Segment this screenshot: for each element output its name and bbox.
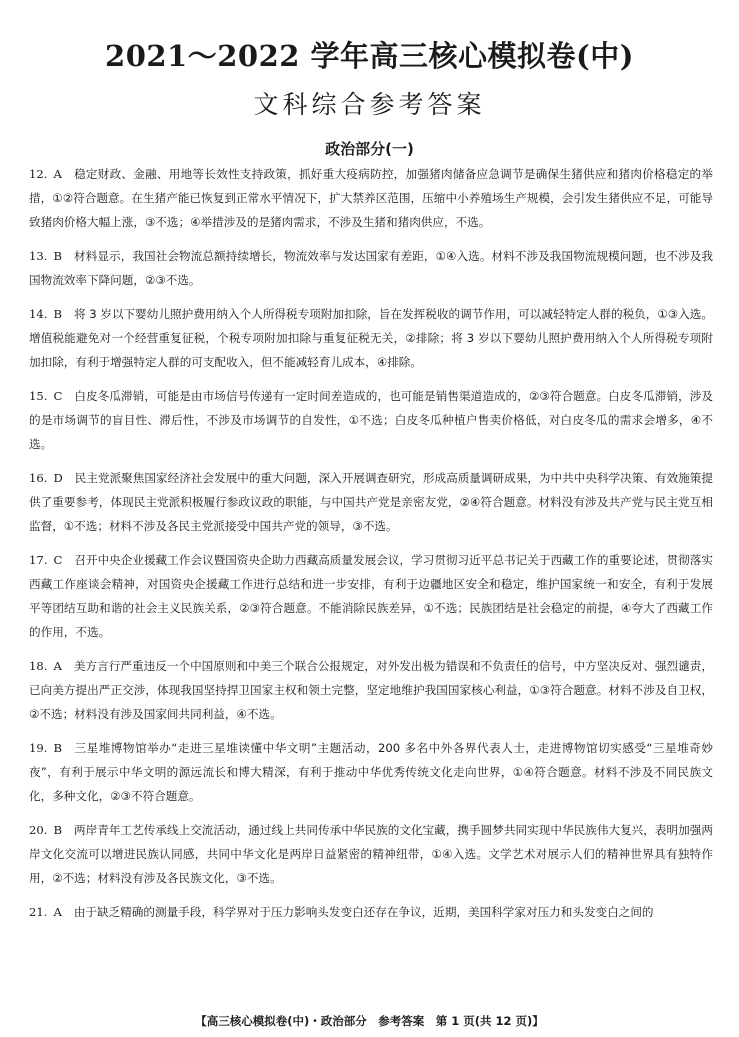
page-footer: 【高三核心模拟卷(中)・政治部分 参考答案 第 1 页(共 12 页)】 bbox=[195, 1014, 544, 1028]
question-number: 13. bbox=[29, 249, 48, 263]
answer-explanation: 材料显示，我国社会物流总额持续增长，物流效率与发达国家有差距，①④入选。材料不涉及我国物流规模问题，也不涉及我国物流效率下降问题，②③不选。 bbox=[29, 249, 713, 287]
answer-explanation: 由于缺乏精确的测量手段，科学界对于压力影响头发变白还存在争议，近期，美国科学家对压力和头发变白之间的 bbox=[73, 905, 654, 919]
answer-key: B bbox=[53, 823, 62, 837]
answer-explanation: 两岸青年工艺传承线上交流活动，通过线上共同传承中华民族的文化宝藏，携手圆梦共同实现中华民族伟大复兴，表明加强两岸文化交流可以增进民族认同感，共同中华文化是两岸日益紧密的精神纽带，①④入选。文学艺术对展示人们的精神世界具有独特作用，②不选；材料没有涉及各民族文化，③不选。 bbox=[29, 823, 713, 885]
page-title: 2021～2022 学年高三核心模拟卷(中) bbox=[105, 39, 634, 73]
answer-key: B bbox=[53, 307, 62, 321]
answer-item-19 bbox=[29, 736, 713, 808]
answer-item-18 bbox=[29, 654, 713, 726]
answer-explanation: 美方言行严重违反一个中国原则和中美三个联合公报规定，对外发出极为错误和不负责任的信号，中方坚决反对、强烈谴责，已向美方提出严正交涉，体现我国坚持捍卫国家主权和领土完整，坚定地维护我国国家核心利益，①③符合题意。材料不涉及自卫权，②不选；材料没有涉及国家间共同利益，④不选。 bbox=[29, 659, 713, 721]
question-number: 20. bbox=[29, 823, 48, 837]
question-number: 14. bbox=[29, 307, 48, 321]
answer-explanation: 将 3 岁以下婴幼儿照护费用纳入个人所得税专项附加扣除，旨在发挥税收的调节作用，可以减轻特定人群的税负，①③入选。增值税能避免对一个经营重复征税，个税专项附加扣除与重复征税无关，②排除；将 3 岁以下婴幼儿照护费用纳入个人所得税专项附加扣除，有利于增强特定人群的可支配收入，但不能减轻育儿成本，④排除。 bbox=[29, 307, 713, 369]
page-subtitle: 文科综合参考答案 bbox=[253, 90, 486, 119]
answer-explanation: 稳定财政、金融、用地等长效性支持政策，抓好重大疫病防控，加强猪肉储备应急调节是确保生猪供应和猪肉价格稳定的举措，①②符合题意。在生猪产能已恢复到正常水平情况下，扩大禁养区范围，压缩中小养殖场生产规模，会引发生猪供应不足，可能导致猪肉价格大幅上涨，③不选；④举措涉及的是猪肉需求，不涉及生猪和猪肉供应，不选。 bbox=[29, 167, 713, 229]
answer-key: B bbox=[53, 249, 62, 263]
answer-item-14 bbox=[29, 302, 713, 374]
question-number: 18. bbox=[29, 659, 48, 673]
question-number: 21. bbox=[29, 905, 48, 919]
answer-key: C bbox=[53, 553, 63, 567]
question-number: 19. bbox=[29, 741, 48, 755]
answer-item-13 bbox=[29, 244, 713, 292]
answer-key: A bbox=[53, 167, 62, 181]
question-number: 16. bbox=[29, 471, 48, 485]
question-number: 17. bbox=[29, 553, 48, 567]
answer-item-16 bbox=[29, 466, 713, 538]
answer-explanation: 召开中央企业援藏工作会议暨国资央企助力西藏高质量发展会议，学习贯彻习近平总书记关于西藏工作的重要论述，贯彻落实西藏工作座谈会精神，对国资央企援藏工作进行总结和进一步安排，有利于边疆地区安全和稳定，维护国家统一和安全，有利于发展平等团结互助和谐的社会主义民族关系，②③符合题意。不能消除民族差异，①不选；民族团结是社会稳定的前提，④夸大了西藏工作的作用，不选。 bbox=[29, 553, 713, 639]
answer-explanation: 民主党派聚焦国家经济社会发展中的重大问题，深入开展调查研究，形成高质量调研成果，为中共中央科学决策、有效施策提供了重要参考，体现民主党派积极履行参政议政的职能，与中国共产党是亲密友党，②④符合题意。材料没有涉及共产党与民主党互相监督，①不选；材料不涉及各民主党派接受中国共产党的领导，③不选。 bbox=[29, 471, 713, 533]
answer-list bbox=[29, 162, 713, 934]
section-title: 政治部分(一) bbox=[325, 140, 414, 158]
answer-item-21 bbox=[29, 900, 713, 924]
answer-key: C bbox=[53, 389, 63, 403]
answer-explanation: 白皮冬瓜滞销，可能是由市场信号传递有一定时间差造成的，也可能是销售渠道造成的，②③符合题意。白皮冬瓜滞销，涉及的是市场调节的盲目性、滞后性，不涉及市场调节的自发性，①不选；白皮冬瓜种植户售卖价格低，对白皮冬瓜的需求会增多，④不选。 bbox=[29, 389, 713, 451]
answer-item-12 bbox=[29, 162, 713, 234]
answer-item-17 bbox=[29, 548, 713, 644]
answer-key: D bbox=[53, 471, 63, 485]
answer-key: B bbox=[53, 741, 62, 755]
answer-key: A bbox=[53, 659, 62, 673]
answer-explanation: 三星堆博物馆举办“走进三星堆读懂中华文明”主题活动，200 多名中外各界代表人士，走进博物馆切实感受“三星堆奇妙夜”，有利于展示中华文明的源远流长和博大精深，有利于推动中华优秀传统文化走向世界，①④符合题意。材料不涉及不同民族文化，多种文化，②③不符合题意。 bbox=[29, 741, 713, 803]
answer-key: A bbox=[53, 905, 62, 919]
question-number: 12. bbox=[29, 167, 48, 181]
question-number: 15. bbox=[29, 389, 48, 403]
answer-item-15 bbox=[29, 384, 713, 456]
answer-item-20 bbox=[29, 818, 713, 890]
